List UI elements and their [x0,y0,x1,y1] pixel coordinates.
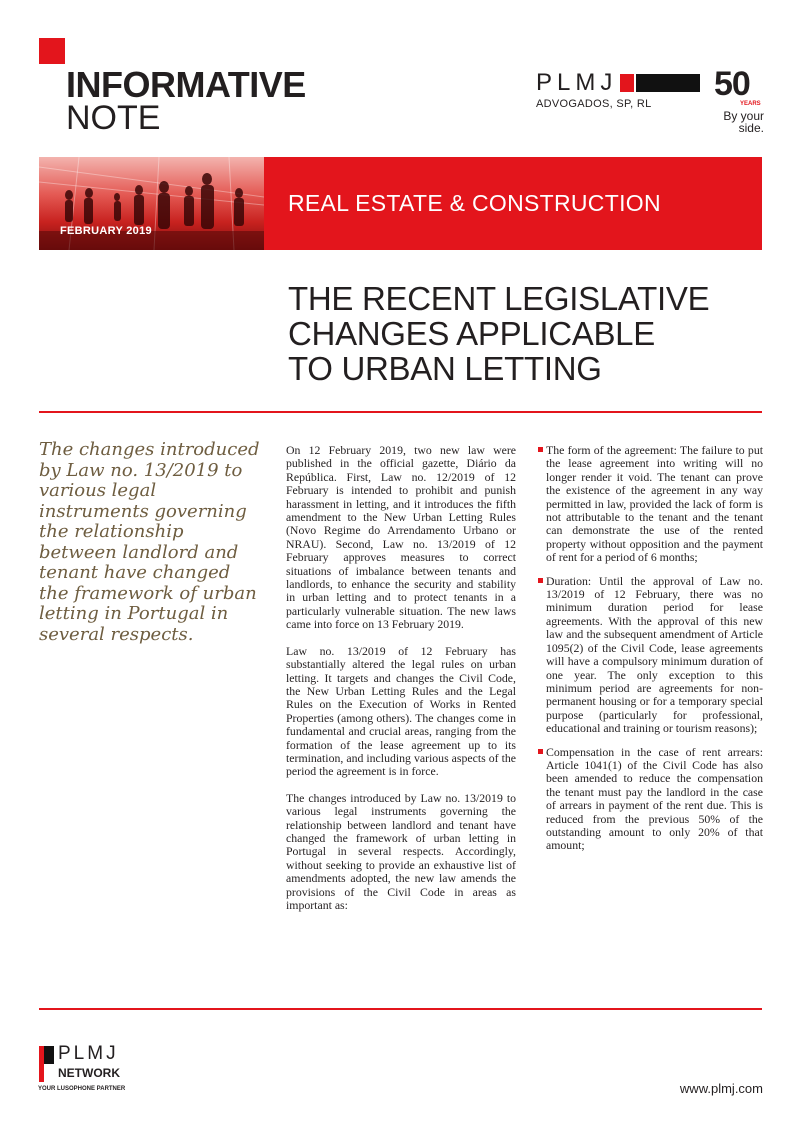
bullet-square-icon [538,447,543,452]
bottom-divider [39,1008,762,1010]
publication-date: FEBRUARY 2019 [60,225,152,237]
logo-red-square [39,38,65,64]
network-logo-text: PLMJ [58,1043,119,1064]
doc-type-subtitle: NOTE [66,99,161,137]
slogan [716,110,764,134]
headline-line-3: TO URBAN LETTING [288,350,602,387]
body-paragraph: On 12 February 2019, two new law were published in the official gazette, Diário da República. First, Law no. 12/2019 of 12 February is intended to prohibit and punish harassment in letting, and it introduces the fifth amendment to the New Urban Letting Rules (Novo Regime do Arrendamento Urbano or NRAU). Second, Law no. 13/2019 of 12 February approves measures to correct situations of imbalance between tenants and landlords, to enhance the security and stability in urban letting and to protect tenants in a particularly vulnerable situation. The new laws came into force on 13 February 2019. [286,443,516,632]
slogan-line-2: side. [738,121,764,135]
practice-area-label: REAL ESTATE & CONSTRUCTION [288,190,661,216]
list-item [538,444,763,565]
bullet-square-icon [538,578,543,583]
list-item-text: Duration: Until the approval of Law no. 13/2019 of 12 February, there was no minimum duration period for lease agreements. With the approval of this new law and the subsequent amendment of Article 1095(2) of the Civil Code, lease agreements will have a compulsory minimum duration of one year. The only exception to this minimum period are agreements for non-permanent housing or for a temporary special purpose (particularly for professional, educational and training or tourism reasons); [546,573,763,736]
network-label: NETWORK [58,1066,120,1080]
firm-subtitle: ADVOGADOS, SP, RL [536,98,652,110]
body-column-right [538,444,763,863]
slogan-line-1: By your [723,109,764,123]
headline-line-1: THE RECENT LEGISLATIVE [288,280,710,317]
network-tagline: YOUR LUSOPHONE PARTNER [38,1086,126,1092]
doc-type-title: INFORMATIVE [66,64,306,105]
body-paragraph: The changes introduced by Law no. 13/2019 to various legal instruments governing the relationship between landlord and tenant have changed the framework of urban letting in Portugal in several respects. Accordingly, without seeking to provide an exhaustive list of amendments adopted, the new law amends the provisions of the Civil Code in areas as important as: [286,790,516,912]
firm-logo-text: PLMJ [536,69,618,96]
network-logo-black-bar [44,1046,54,1064]
website-link[interactable]: www.plmj.com [679,1081,763,1096]
list-item-text: The form of the agreement: The failure to put the lease agreement into writing will no longer render it void. The tenant can prove the existence of the agreement in any way permitted in law, provided the lack of form is not attributable to the tenant and the tenant can demonstrate the use of the rented property without opposition and the payment of rent for a period of 6 months; [546,443,763,565]
anniversary-number: 50 [714,65,750,103]
bullet-square-icon [538,749,543,754]
body-paragraph: Law no. 13/2019 of 12 February has substantially altered the legal rules on urban letting. It targets and changes the Civil Code, the New Urban Letting Rules and the Legal Rules on the Execution of Works in Rented Properties (among others). The changes come in fundamental and crucial areas, ranging from the formation of the lease agreement up to its termination, and including various aspects of the period the agreement is in force. [286,643,516,779]
top-divider [39,411,762,413]
headline-line-2: CHANGES APPLICABLE [288,315,655,352]
list-item-text: Compensation in the case of rent arrears: Article 1041(1) of the Civil Code has also been amended to reduce the compensation the tenant must pay the landlord in the case of arrears in payment of the rent due. This is reduced from the previous 50% of the outstanding amount to only 20% of that amount; [546,744,763,853]
body-column-middle [286,444,516,925]
list-item [538,746,763,853]
pull-quote: The changes introduced by Law no. 13/2019 to various legal instruments governing the relationship between landlord and tenant have changed the framework of urban letting in Portugal in several respects. [39,439,260,645]
firm-logo-black-bar [636,74,700,92]
article-headline [288,281,709,386]
anniversary-unit: YEARS [740,101,761,107]
list-item [538,575,763,736]
firm-logo-red-bar [620,74,634,92]
